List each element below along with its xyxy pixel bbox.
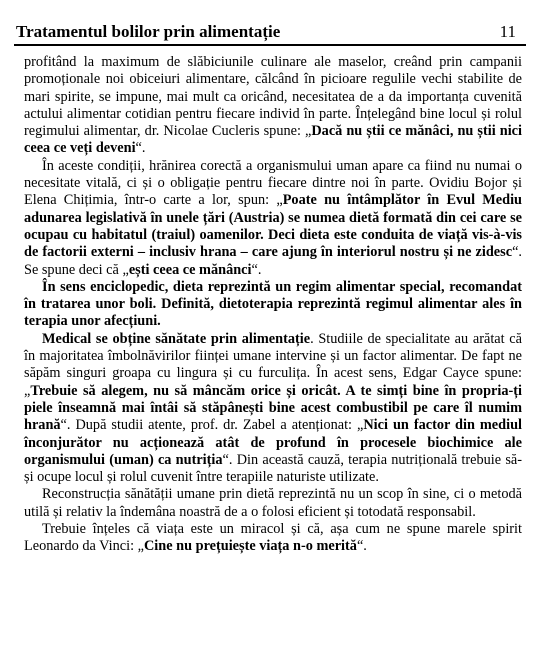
text-segment: “. [135,140,146,157]
quote-cayce: Trebuie să alegem, nu să mâncăm orice și oricât. A te simți bine în propria-ți piele înseamnă mai întâi să stăpânești bine acest combustibil pe care îl numim hrană [24,382,522,434]
paragraph-1 [24,54,522,158]
quote-zabel: Nici un factor din mediul înconjurător nu acționează atât de profund în procesele biochimice ale organismului (uman) ca nutriția [24,417,523,468]
text-segment: Reconstrucția sănătății umane prin dietă reprezintă nu un scop în sine, ci o metodă utilă și relativ la îndemâna noastră de a o folosi eficient și totodată responsabil. [24,486,522,520]
running-title: Tratamentul bolilor prin alimentație [16,22,281,41]
text-segment: “. [356,538,367,555]
text-segment: “. Se spune deci că „ [24,244,522,278]
page-number: 11 [499,22,516,41]
quote-cucleris: Dacă nu știi ce mănâci, nu știi nici ceea ce veți deveni [24,123,522,157]
paragraph-3 [24,279,522,331]
page-header [14,22,526,46]
quote-esti-ceea-ce-mananci: ești ceea ce mănânci [128,261,252,278]
text-segment: . Studiile de specialitate au arătat că în majoritatea îmbolnăvirilor ființei umane intervine și un factor alimentar. De fapt ne săpăm singuri groapa cu lingura și cu furculița. În acest sens, Edgar Cayce spune: „ [24,330,522,399]
emphasis-medical: Medical se obține sănătate prin alimentație [42,330,311,347]
paragraph-2 [24,158,522,279]
book-page [14,22,526,556]
definition-dieta: În sens enciclopedic, dieta reprezintă un regim alimentar special, recomandat în tratarea unor boli. Definită, dietoterapia reprezintă regimul alimentar ales în terapia unor afecțiuni. [24,278,522,330]
text-segment: “. Din această cauză, terapia nutrițională trebuie să-și ocupe locul și rolul cuvenit între terapiile naturiste utilizate. [24,451,522,486]
text-segment: “. [251,261,262,278]
text-segment: “. După studii atente, prof. dr. Zabel a atenționat: „ [60,417,364,434]
quote-da-vinci: Cine nu prețuiește viața n-o merită [143,538,357,555]
body-text [14,54,526,556]
text-segment: profitând la maximum de slăbiciunile culinare ale maselor, creând prin campanii promoționale noi obiceiuri alimentare, călcând în picioare regulile vechi stabilite de mari spirite, se impune, mai mult ca oricând, necesitatea de a da importanța cuvenită actului alimentar cotidian pentru fiecare individ în parte. Înțelegând bine locul și rolul regimului alimentar, dr. Nicolae Cucleris spune: „ [24,54,522,140]
paragraph-5 [24,486,522,521]
paragraph-6 [24,521,522,556]
text-segment: Trebuie înțeles că viața este un miracol și că, așa cum ne spune marele spirit Leonardo da Vinci: „ [24,521,522,555]
text-segment: În aceste condiții, hrănirea corectă a organismului uman apare ca fiind nu numai o necesitate vitală, ci și o obligație pentru fiecare dintre noi în parte. Ovidiu Bojor și Elena Chițimia, într-o carte a lor, spun: „ [24,157,522,209]
quote-bojor-chitimia: Poate nu întâmplător în Evul Mediu adunarea legislativă în unele țări (Austria) se numea dietă formată din cei care se ocupau cu habitatul (traiul) oamenilor. Deci dieta este conduita de viață vis-à-vis de factorii externi – inclusiv hrana – care ajung în interiorul nostru și ne zidesc [24,192,523,261]
paragraph-4 [24,331,522,487]
